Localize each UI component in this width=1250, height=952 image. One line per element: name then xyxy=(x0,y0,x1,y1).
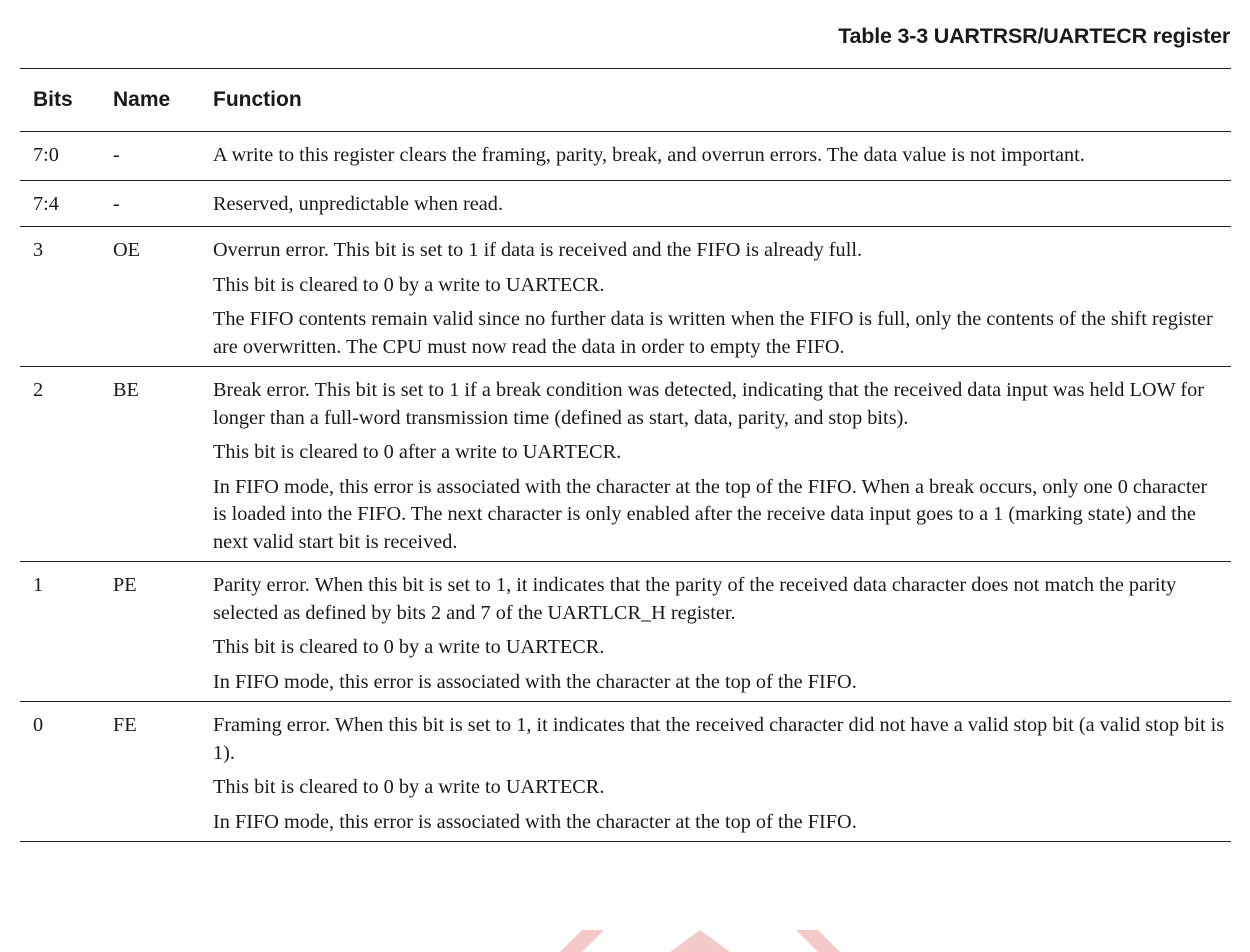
function-paragraph: Parity error. When this bit is set to 1, it indicates that the parity of the received data character does not match the parity selected as defined by bits 2 and 7 of the UARTLCR_H register. xyxy=(213,574,1177,624)
row-bits: 3 xyxy=(33,239,44,261)
watermark-shape-left xyxy=(560,930,604,952)
table-row xyxy=(20,227,1231,367)
row-function xyxy=(213,367,1231,561)
row-bits: 7:0 xyxy=(33,144,59,166)
function-paragraph: This bit is cleared to 0 by a write to UARTECR. xyxy=(213,636,605,658)
table-row xyxy=(20,132,1231,181)
row-name: - xyxy=(113,192,120,215)
row-bits: 2 xyxy=(33,379,44,401)
table-row xyxy=(20,367,1231,562)
function-paragraph: Reserved, unpredictable when read. xyxy=(213,192,504,215)
row-function xyxy=(213,132,1231,180)
register-table xyxy=(20,68,1231,842)
row-name: - xyxy=(113,144,120,166)
watermark-shape-center xyxy=(670,930,730,952)
function-paragraph: This bit is cleared to 0 by a write to UARTECR. xyxy=(213,273,605,296)
row-name: FE xyxy=(113,714,137,736)
table-header xyxy=(20,69,1231,132)
watermark-mark xyxy=(560,930,840,952)
function-paragraph: The FIFO contents remain valid since no further data is written when the FIFO is full, only the contents of the shift register are overwritten. The CPU must now read the data in order to empty the FIFO. xyxy=(213,308,1213,358)
row-function xyxy=(213,562,1231,701)
header-bits: Bits xyxy=(33,88,73,111)
row-name: BE xyxy=(113,379,139,401)
function-paragraph: This bit is cleared to 0 after a write to UARTECR. xyxy=(213,441,622,463)
function-paragraph: In FIFO mode, this error is associated with the character at the top of the FIFO. xyxy=(213,810,857,833)
watermark-shape-right xyxy=(796,930,840,952)
function-paragraph: Break error. This bit is set to 1 if a break condition was detected, indicating that the received data input was held LOW for longer than a full-word transmission time (defined as start, data, parity, and stop bits). xyxy=(213,379,1205,429)
table-row xyxy=(20,562,1231,702)
table-caption: Table 3-3 UARTRSR/UARTECR register xyxy=(838,24,1230,48)
table-row xyxy=(20,181,1231,228)
row-function xyxy=(213,181,1231,227)
function-paragraph: This bit is cleared to 0 by a write to UARTECR. xyxy=(213,776,605,798)
row-bits: 0 xyxy=(33,714,44,736)
function-paragraph: Framing error. When this bit is set to 1, it indicates that the received character did not have a valid stop bit (a valid stop bit is 1). xyxy=(213,714,1225,764)
row-name: PE xyxy=(113,574,137,596)
header-name: Name xyxy=(113,88,171,111)
function-paragraph: Overrun error. This bit is set to 1 if data is received and the FIFO is already full. xyxy=(213,239,863,261)
row-function xyxy=(213,227,1231,366)
table-row xyxy=(20,702,1231,842)
row-bits: 1 xyxy=(33,574,44,596)
row-name: OE xyxy=(113,239,141,261)
row-bits: 7:4 xyxy=(33,192,59,215)
function-paragraph: In FIFO mode, this error is associated with the character at the top of the FIFO. When a break occurs, only one 0 character is loaded into the FIFO. The next character is only enabled after the receive data input goes to a 1 (marking state) and the next valid start bit is received. xyxy=(213,475,1208,553)
function-paragraph: A write to this register clears the framing, parity, break, and overrun errors. The data value is not important. xyxy=(213,144,1085,166)
header-function: Function xyxy=(213,88,302,111)
function-paragraph: In FIFO mode, this error is associated with the character at the top of the FIFO. xyxy=(213,670,857,693)
row-function xyxy=(213,702,1231,841)
